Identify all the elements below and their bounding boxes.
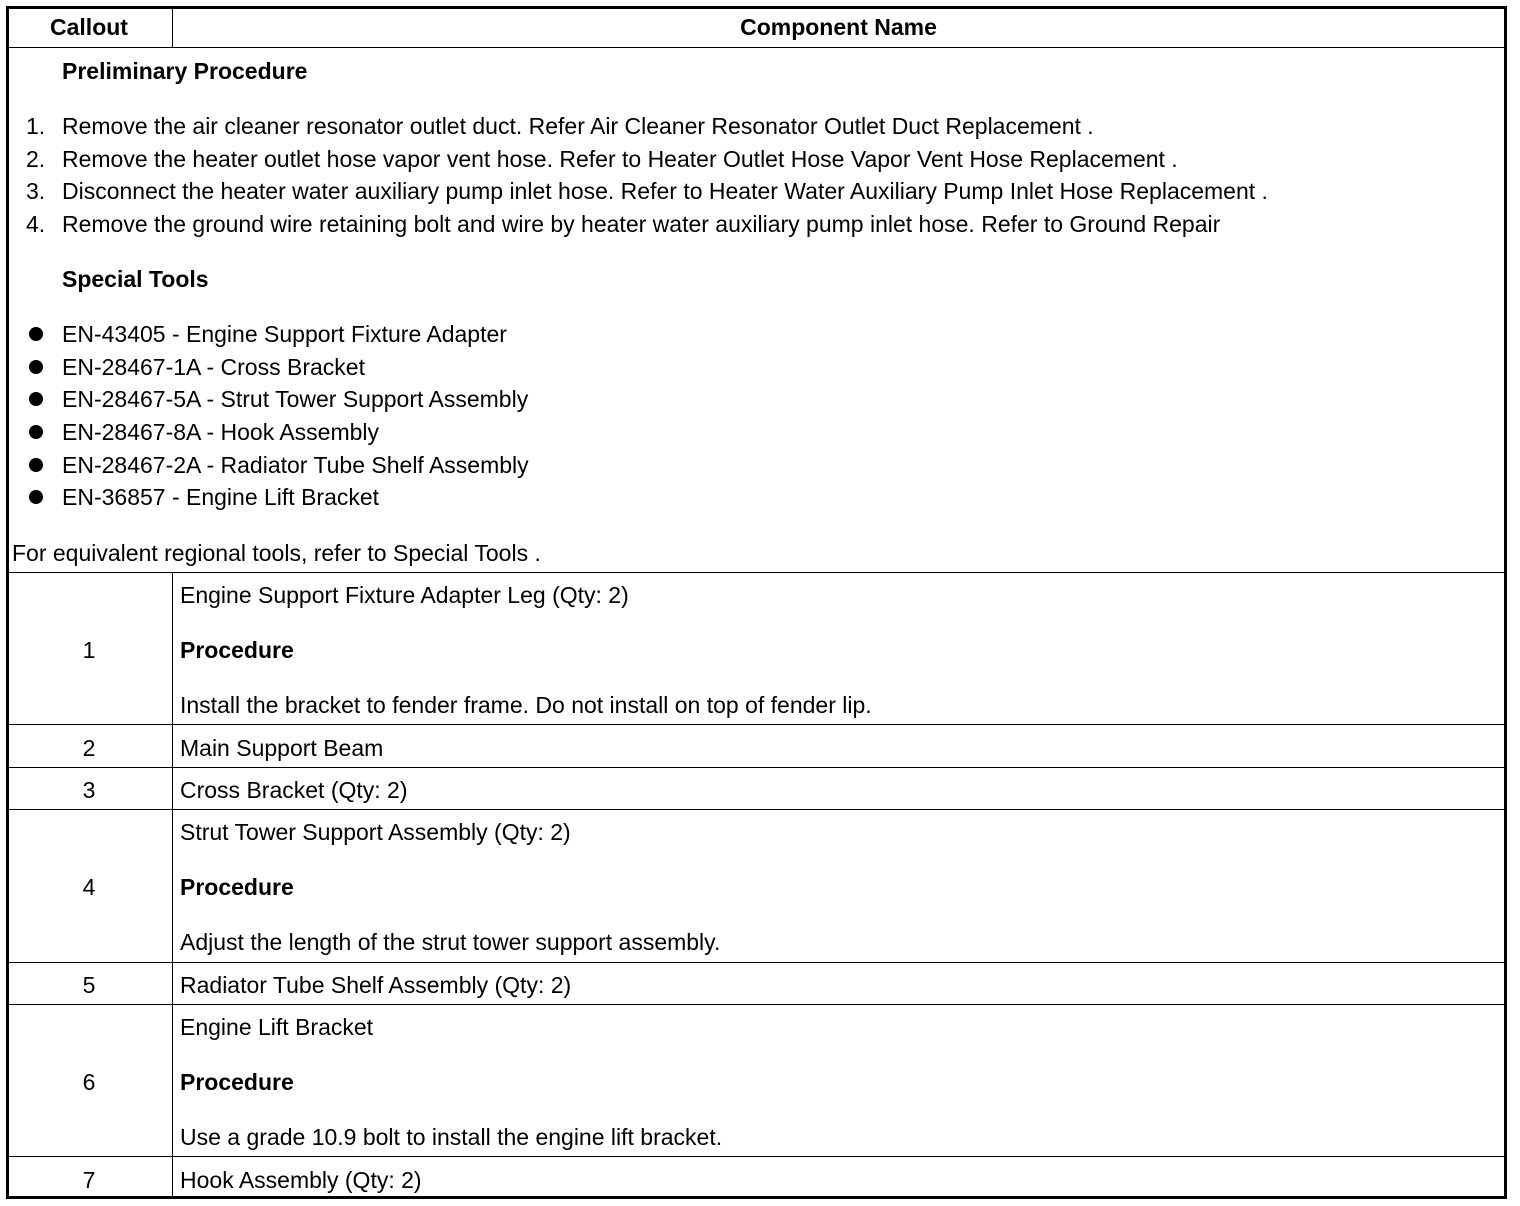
component-name: Cross Bracket (Qty: 2) [180,777,408,803]
row-divider [6,724,1507,725]
header-callout: Callout [50,14,128,40]
step-text: Remove the air cleaner resonator outlet duct. Refer Air Cleaner Resonator Outlet Duct Replacement . [62,113,1094,139]
column-divider [172,572,173,1199]
tool-item: EN-28467-1A - Cross Bracket [62,354,365,380]
procedure-text: Install the bracket to fender frame. Do not install on top of fender lip. [180,692,872,718]
tool-item: EN-28467-8A - Hook Assembly [62,419,380,445]
callout-number: 7 [82,1167,96,1193]
component-name: Main Support Beam [180,735,384,761]
step-number: 2. [26,146,46,172]
row-divider [6,1004,1507,1005]
component-name: Strut Tower Support Assembly (Qty: 2) [180,819,571,845]
tool-item: EN-28467-2A - Radiator Tube Shelf Assembly [62,452,529,478]
procedure-text: Use a grade 10.9 bolt to install the engine lift bracket. [180,1124,723,1150]
row-divider [6,572,1507,573]
bullet-icon [29,392,43,406]
step-number: 3. [26,178,46,204]
special-tools-title: Special Tools [62,266,209,292]
preliminary-title: Preliminary Procedure [62,58,308,84]
row-divider [6,962,1507,963]
tool-item: EN-36857 - Engine Lift Bracket [62,484,380,510]
component-name: Radiator Tube Shelf Assembly (Qty: 2) [180,972,572,998]
step-text: Disconnect the heater water auxiliary pump inlet hose. Refer to Heater Water Auxiliary Pump Inlet Hose Replacement . [62,178,1268,204]
callout-number: 6 [82,1069,96,1095]
row-divider [6,809,1507,810]
procedure-label: Procedure [180,637,294,663]
component-name: Engine Lift Bracket [180,1014,374,1040]
special-tools-note: For equivalent regional tools, refer to Special Tools . [12,540,541,566]
header-component-name: Component Name [740,14,937,40]
callout-number: 5 [82,972,96,998]
step-number: 1. [26,113,46,139]
tool-item: EN-43405 - Engine Support Fixture Adapter [62,321,507,347]
bullet-icon [29,458,43,472]
bullet-icon [29,425,43,439]
procedure-label: Procedure [180,874,294,900]
bullet-icon [29,490,43,504]
callout-number: 3 [82,777,96,803]
bullet-icon [29,327,43,341]
step-text: Remove the heater outlet hose vapor vent hose. Refer to Heater Outlet Hose Vapor Vent Hose Replacement . [62,146,1178,172]
callout-number: 1 [82,637,96,663]
component-name: Hook Assembly (Qty: 2) [180,1167,422,1193]
callout-number: 2 [82,735,96,761]
row-divider [6,1156,1507,1157]
row-divider [6,47,1507,48]
bullet-icon [29,360,43,374]
procedure-label: Procedure [180,1069,294,1095]
callout-number: 4 [82,874,96,900]
procedure-text: Adjust the length of the strut tower support assembly. [180,929,721,955]
row-divider [6,767,1507,768]
step-text: Remove the ground wire retaining bolt and wire by heater water auxiliary pump inlet hose. Refer to Ground Repair [62,211,1221,237]
tool-item: EN-28467-5A - Strut Tower Support Assembly [62,386,529,412]
step-number: 4. [26,211,46,237]
component-name: Engine Support Fixture Adapter Leg (Qty: 2) [180,582,629,608]
